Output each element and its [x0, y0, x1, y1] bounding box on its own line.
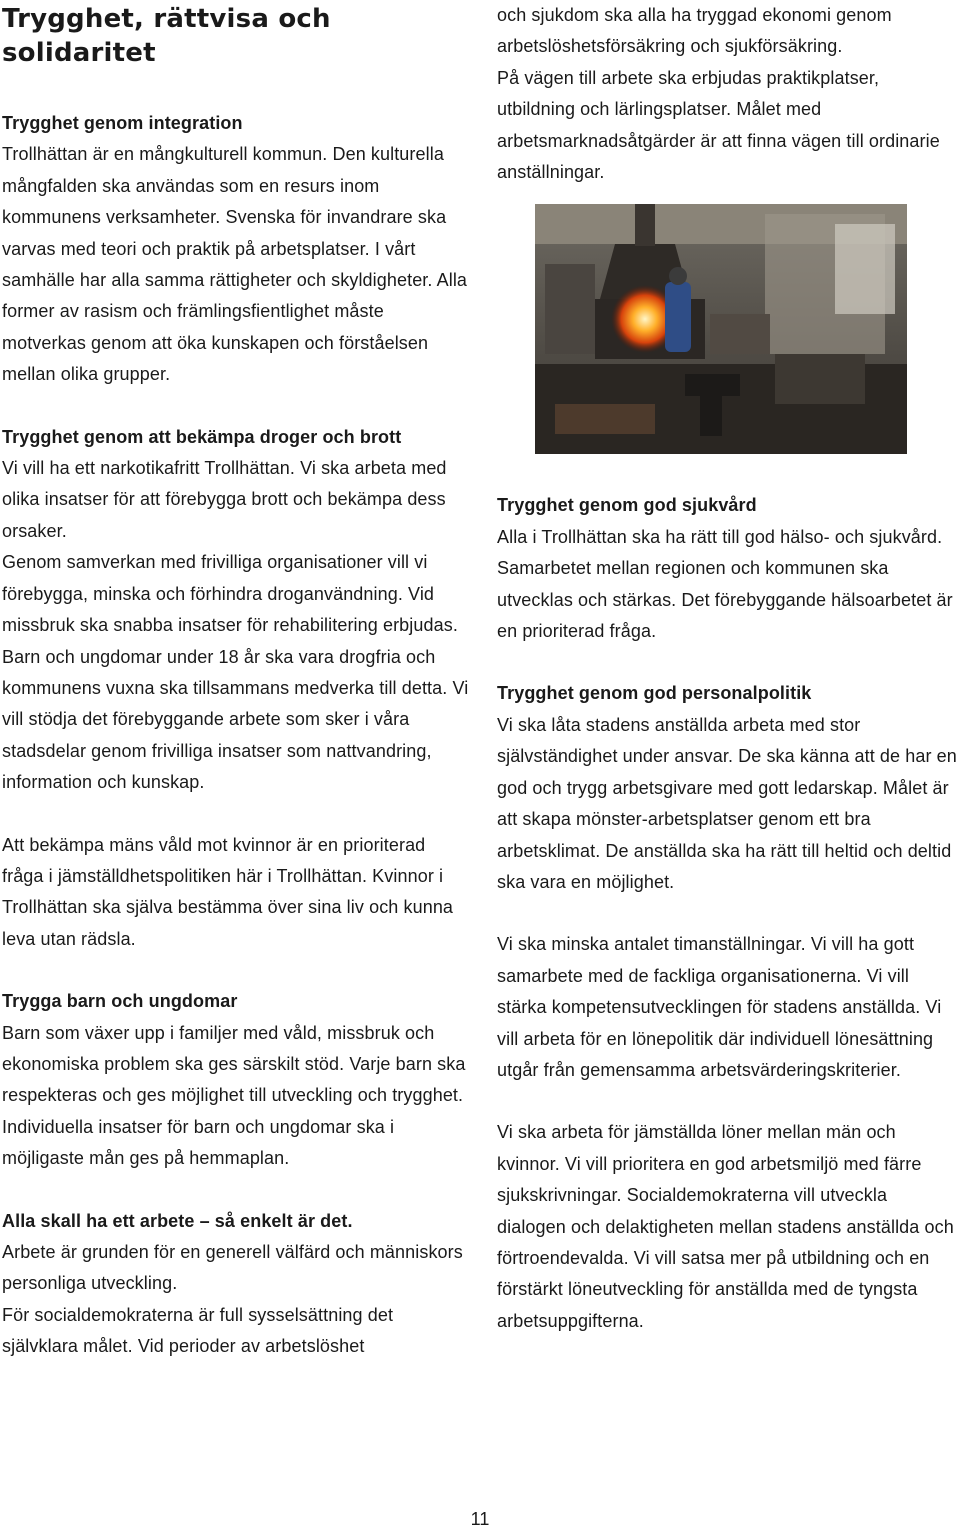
section-equal-pay	[497, 1117, 957, 1337]
section-paragraph: Arbete är grunden för en generell välfärd och människors personliga utveckling.	[2, 1242, 463, 1294]
section-paragraph: och sjukdom ska alla ha tryggad ekonomi genom arbetslöshetsförsäkring och sjukförsäkring.	[497, 5, 892, 57]
section-heading: Trygghet genom god personalpolitik	[497, 683, 812, 704]
section-healthcare	[497, 490, 957, 647]
section-employment	[497, 929, 957, 1086]
section-paragraph: För socialdemokraterna är full sysselsättning det självklara målet. Vid perioder av arbetslöshet	[2, 1304, 394, 1357]
section-paragraph: Vi ska låta stadens anställda arbeta med stor självständighet under ansvar. De ska känna att de har en god och trygg arbetsgivare med gott ledarskap. Målet är att skapa mönster-arbetsplatser genom ett bra arbetsklimat. De anställda ska ha rätt till heltid och deltid ska vara en möjlighet.	[497, 714, 957, 892]
section-heading: Trygghet genom integration	[2, 113, 243, 133]
section-work-continued	[497, 0, 957, 188]
section-paragraph: Vi ska arbeta för jämställda löner mellan män och kvinnor. Vi vill prioritera en god arbetsmiljö med färre sjukskrivningar. Socialdemokraterna vill utveckla dialogen och delaktigheten mellan stadens anställda och förtroendevalda. Vi vill satsa mer på utbildning och en förstärkt löneutveckling för anställda med de tyngsta arbetsuppgifterna.	[497, 1122, 954, 1331]
section-heading: Alla skall ha ett arbete – så enkelt är det.	[2, 1210, 353, 1231]
section-violence	[2, 830, 470, 956]
section-paragraph: Vi vill ha ett narkotikafritt Trollhättan. Vi ska arbeta med olika insatser för att förebygga brott och bekämpa dess orsaker.	[2, 458, 447, 541]
section-paragraph: På vägen till arbete ska erbjudas praktikplatser, utbildning och lärlingsplatser. Målet med arbetsmarknadsåtgärder är att finna vägen till ordinarie anställningar.	[497, 67, 940, 183]
section-heading: Trygghet genom att bekämpa droger och brott	[2, 426, 402, 447]
section-integration	[2, 108, 470, 391]
section-paragraph: Genom samverkan med frivilliga organisationer vill vi förebygga, minska och förhindra droganvändning. Vid missbruk ska snabba insatser för rehabilitering erbjudas. Barn och ungdomar under 18 år ska vara drogfria och kommunens vuxna ska tillsammans medverka till detta. Vi vill stödja det förebyggande arbete som sker i våra stadsdelar genom frivilliga insatser som nattvandring, information och kunskap.	[2, 552, 469, 793]
page-title: Trygghet, rättvisa och solidaritet	[2, 4, 331, 68]
section-paragraph: Trollhättan är en mångkulturell kommun. Den kulturella mångfalden ska användas som en resurs inom kommunens verksamheter. Svenska för invandrare ska varvas med teori och praktik på arbetsplatser. I vårt samhälle har alla samma rättigheter och skyldigheter. Alla former av rasism och främlingsfientlighet måste motverkas genom att öka kunskapen och förståelsen mellan olika grupper.	[2, 144, 468, 385]
section-heading: Trygga barn och ungdomar	[2, 991, 238, 1012]
section-paragraph: Alla i Trollhättan ska ha rätt till god hälso- och sjukvård. Samarbetet mellan regionen och kommunen ska utvecklas och stärkas. Det förebyggande hälsoarbetet är en prioriterad fråga.	[497, 526, 953, 642]
left-column	[2, 0, 470, 1363]
right-column	[497, 0, 957, 1337]
section-paragraph: Att bekämpa mäns våld mot kvinnor är en prioriterad fråga i jämställdhetspolitiken här i Trollhättan. Kvinnor i Trollhättan ska själva bestämma över sina liv och kunna leva utan rädsla.	[2, 834, 454, 949]
section-work	[2, 1206, 470, 1363]
section-drugs-crime	[2, 422, 470, 799]
section-children	[2, 986, 470, 1174]
section-paragraph: Barn som växer upp i familjer med våld, missbruk och ekonomiska problem ska ges särskilt stöd. Varje barn ska respekteras och ges möjlighet till utveckling och trygghet. Individuella insatser för barn och ungdomar ska i möjligaste mån ges på hemmaplan.	[2, 1022, 466, 1169]
section-personnel	[497, 678, 957, 898]
section-heading: Trygghet genom god sjukvård	[497, 495, 757, 516]
forge-photo	[535, 204, 907, 454]
page-number: 11	[470, 1509, 490, 1529]
section-paragraph: Vi ska minska antalet timanställningar. Vi vill ha gott samarbete med de fackliga organisationerna. Vi vill stärka kompetensutvecklingen för stadens anställda. Vi vill arbeta för en lönepolitik där individuell lönesättning utgår från gemensamma arbetsvärderingskriterier.	[497, 934, 942, 1080]
